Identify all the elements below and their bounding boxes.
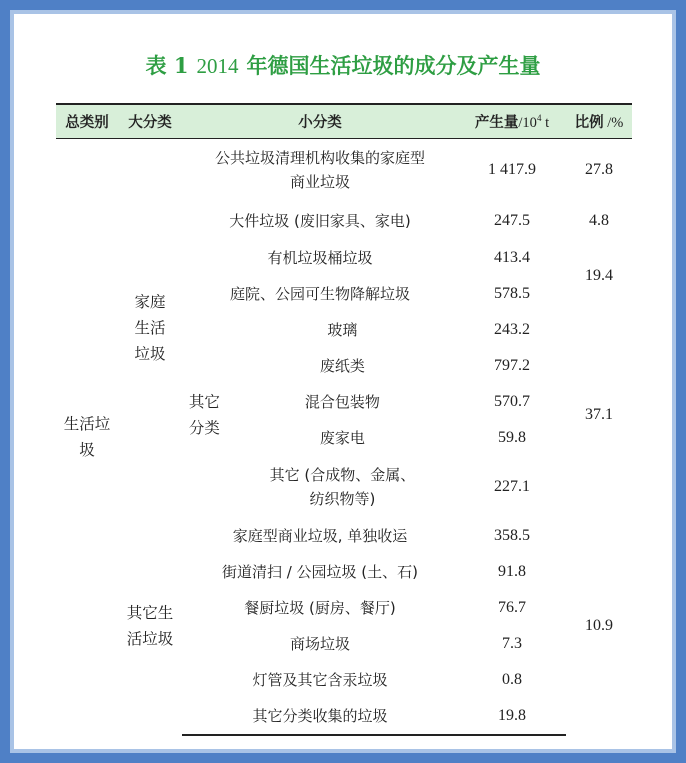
row-amount: 76.7	[498, 598, 526, 616]
row-amount: 227.1	[494, 477, 530, 495]
group-total	[56, 139, 118, 735]
row-amount: 358.5	[494, 526, 530, 544]
row-ratio: 10.9	[585, 617, 613, 634]
row-name	[227, 456, 458, 518]
row-amount: 7.3	[502, 634, 522, 652]
row-amount: 243.2	[494, 320, 530, 338]
unit-pre: /10	[518, 115, 537, 131]
table-card	[26, 26, 660, 737]
table-number: 表 1	[145, 53, 189, 78]
row-name-text: 公共垃圾清理机构收集的家庭型商业垃圾	[215, 148, 426, 191]
header-total: 总类别	[56, 104, 118, 139]
row-amount: 413.4	[494, 249, 530, 266]
waste-table	[56, 103, 632, 736]
row-name: 庭院、公园可生物降解垃圾	[229, 284, 410, 303]
row-amount: 59.8	[498, 428, 526, 446]
group-other-household	[118, 518, 182, 735]
row-name: 街道清扫 / 公园垃圾 (土、石)	[221, 562, 419, 581]
row-name: 有机垃圾桶垃圾	[267, 249, 373, 267]
row-amount: 1 417.9	[488, 160, 536, 178]
group-total-label: 生活垃圾	[63, 414, 111, 459]
row-amount: 19.8	[458, 698, 566, 735]
header-ratio-unit: /%	[603, 115, 624, 131]
row-ratio: 19.4	[585, 267, 613, 284]
row-name: 家庭型商业垃圾, 单独收运	[232, 526, 408, 545]
page-frame	[10, 10, 676, 753]
row-ratio: 4.8	[589, 211, 609, 229]
header-amount-unit	[518, 115, 549, 131]
group-household	[118, 139, 182, 518]
table-row	[56, 139, 632, 201]
unit-post: t	[541, 115, 550, 131]
table-row	[56, 518, 632, 554]
row-amount: 578.5	[494, 284, 530, 302]
row-name: 灯管及其它含汞垃圾	[252, 670, 388, 689]
row-amount: 247.5	[494, 211, 530, 229]
header-ratio-label: 比例	[574, 115, 604, 131]
title-year: 2014	[196, 54, 239, 78]
header-major: 大分类	[118, 104, 182, 139]
header-amount-label: 产生量	[474, 115, 519, 131]
table-title	[26, 50, 660, 80]
row-amount: 0.8	[502, 670, 522, 688]
unit-sup: 4	[536, 113, 542, 124]
title-text: 年德国生活垃圾的成分及产生量	[246, 54, 541, 78]
header-ratio	[566, 104, 632, 139]
group-other-sorted	[182, 312, 227, 518]
group-other-household-label: 其它生活垃圾	[126, 604, 174, 648]
row-ratio: 27.8	[585, 160, 613, 178]
group-other-sorted-label: 其它分类	[188, 392, 220, 437]
header-row	[56, 104, 632, 139]
row-name: 餐厨垃圾 (厨房、餐厅)	[244, 598, 396, 617]
row-name	[182, 139, 458, 201]
row-name: 废家电	[319, 428, 365, 447]
row-name: 大件垃圾 (废旧家具、家电)	[229, 211, 411, 230]
row-name: 玻璃	[327, 320, 358, 339]
row-amount: 797.2	[494, 356, 530, 374]
row-name: 商场垃圾	[289, 634, 350, 653]
group-household-label: 家庭生活垃圾	[134, 293, 166, 364]
row-name: 其它分类收集的垃圾	[182, 698, 458, 735]
row-amount: 91.8	[498, 562, 526, 580]
row-ratio: 37.1	[585, 405, 613, 423]
row-name-text: 其它 (合成物、金属、纺织物等)	[269, 465, 416, 508]
header-minor: 小分类	[182, 104, 458, 139]
row-name: 混合包装物	[304, 392, 380, 411]
row-amount: 570.7	[494, 392, 530, 410]
header-amount	[458, 104, 566, 139]
row-name: 废纸类	[319, 356, 365, 375]
